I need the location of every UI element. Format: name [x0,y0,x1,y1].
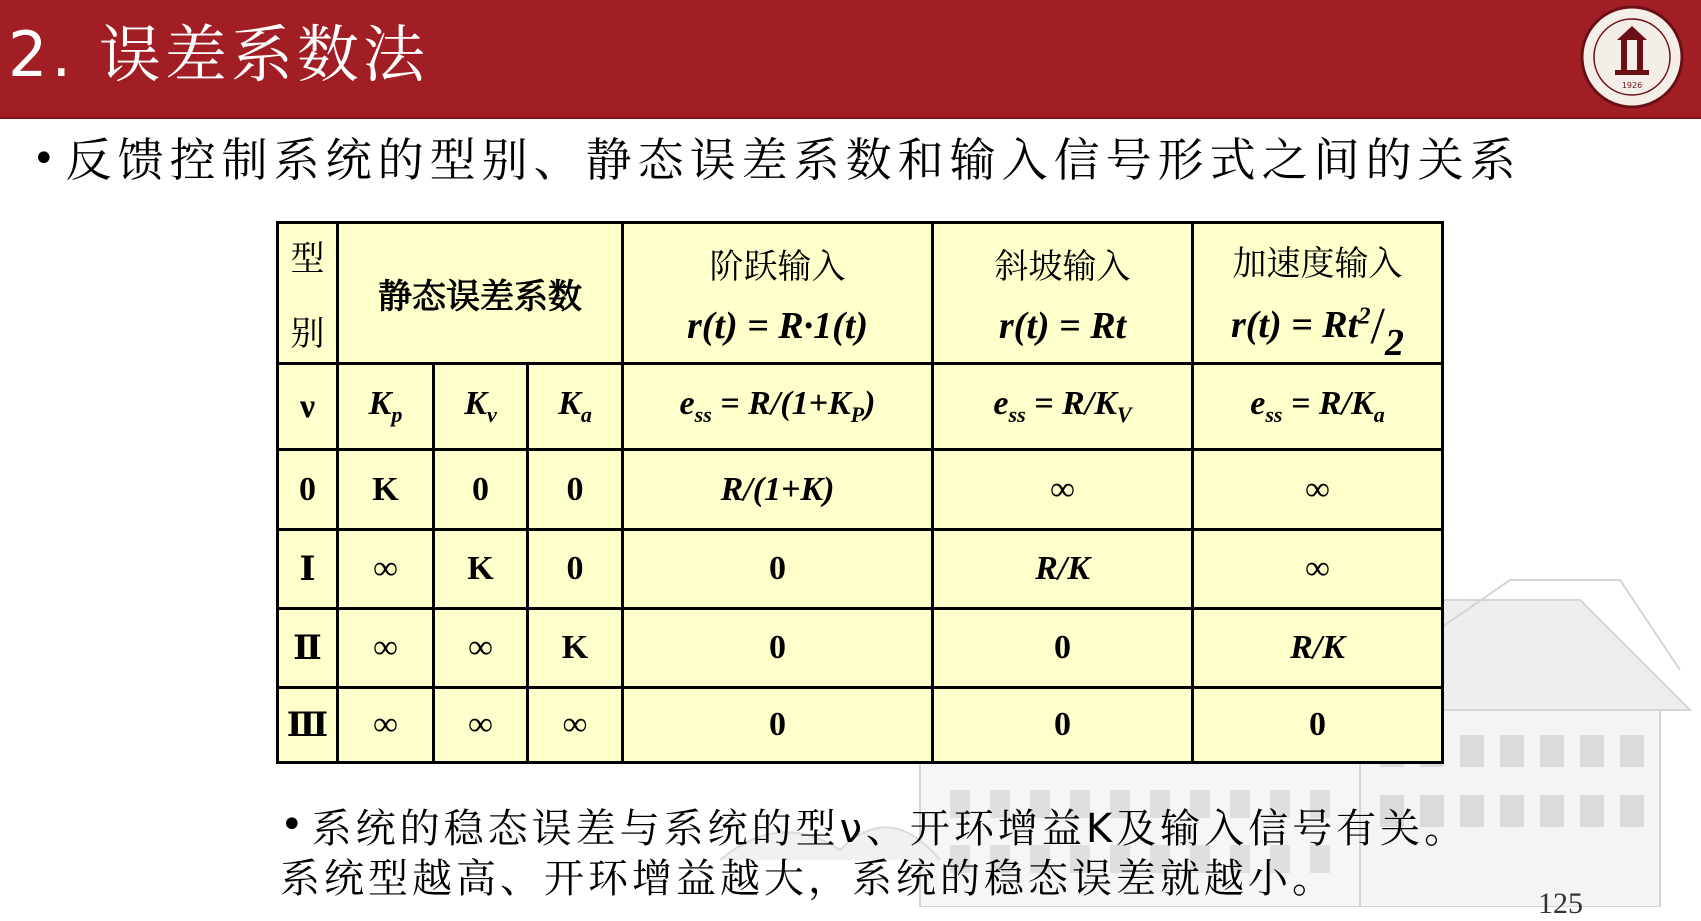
ess-step-cell: $e_{ss} = R/(1+K_P)$ [623,364,933,450]
table-row [278,609,1443,688]
type-header-cell [278,223,338,364]
subtitle-line [32,128,1522,191]
kv-value-cell: ∞ [434,688,528,763]
bullet-icon: • [32,136,62,182]
acceleration-input-title: 加速度输入 [1232,244,1403,284]
kv-value-cell: ∞ [434,609,528,688]
type-cell: Ⅱ [278,609,338,688]
kp-value-cell: ∞ [338,530,434,609]
ess-acc-cell: $e_{ss} = R/K_a$ [1193,364,1443,450]
ramp-input-formula: r(t) = Rt [998,304,1127,347]
kp-cell: $K_p$ [338,364,434,450]
subtitle-text: 反馈控制系统的型别、静态误差系数和输入信号形式之间的关系 [65,133,1522,187]
bullet-icon: • [280,802,308,848]
type-cell: Ⅲ [278,688,338,763]
ramp-error-cell: 0 [933,688,1193,763]
nu-cell: ν [278,364,338,450]
acc-error-cell: R/K [1193,609,1443,688]
slide-title: 2. 误差系数法 [8,18,429,91]
note-line-1: • 系统的稳态误差与系统的型ν、开环增益K及输入信号有关。 [280,802,1469,852]
acc-error-cell: 0 [1193,688,1443,763]
ramp-error-cell: 0 [933,609,1193,688]
table-header-row [278,223,1443,364]
ess-ramp-cell: $e_{ss} = R/K_V$ [933,364,1193,450]
acceleration-input-formula: $r(t) = Rt^2/2$ [1230,298,1404,364]
kp-value-cell: ∞ [338,609,434,688]
kv-value-cell: K [434,530,528,609]
table-subheader-row [278,364,1443,450]
kv-value-cell: 0 [434,450,528,530]
kp-value-cell: K [338,450,434,530]
table-row [278,450,1443,530]
acc-error-cell: ∞ [1193,530,1443,609]
kp-value-cell: ∞ [338,688,434,763]
type-cell: Ⅰ [278,530,338,609]
step-error-cell: 0 [623,688,933,763]
ka-cell: $K_a$ [528,364,623,450]
type-cell: 0 [278,450,338,530]
ramp-error-cell: R/K [933,530,1193,609]
coefficient-header-cell: 静态误差系数 [338,223,623,364]
table-row [278,530,1443,609]
seal-year: 1926 [1621,81,1643,90]
acc-error-cell: ∞ [1193,450,1443,530]
page-number: 125 [1538,887,1583,920]
ka-value-cell: ∞ [528,688,623,763]
conclusion-note [280,800,1480,904]
type-header-char-1: 型 [290,239,325,279]
step-input-title: 阶跃输入 [709,246,846,287]
step-error-cell: 0 [623,530,933,609]
slide-header [0,0,1701,119]
acceleration-input-header-cell [1193,223,1443,364]
kv-cell: $K_v$ [434,364,528,450]
ramp-input-title: 斜坡输入 [994,246,1131,287]
type-header-char-2: 别 [290,314,325,354]
step-error-cell: R/(1+K) [623,450,933,530]
note-line-2: 系统型越高、开环增益越大，系统的稳态误差就越小。 [280,856,1336,902]
ramp-error-cell: ∞ [933,450,1193,530]
table-row [278,688,1443,763]
ka-value-cell: K [528,609,623,688]
step-input-formula: r(t) = R·1(t) [686,304,869,347]
ka-value-cell: 0 [528,450,623,530]
error-coefficient-table [276,221,1441,761]
ramp-input-header-cell [933,223,1193,364]
step-input-header-cell [623,223,933,364]
university-seal-icon [1577,2,1687,112]
step-error-cell: 0 [623,609,933,688]
ka-value-cell: 0 [528,530,623,609]
